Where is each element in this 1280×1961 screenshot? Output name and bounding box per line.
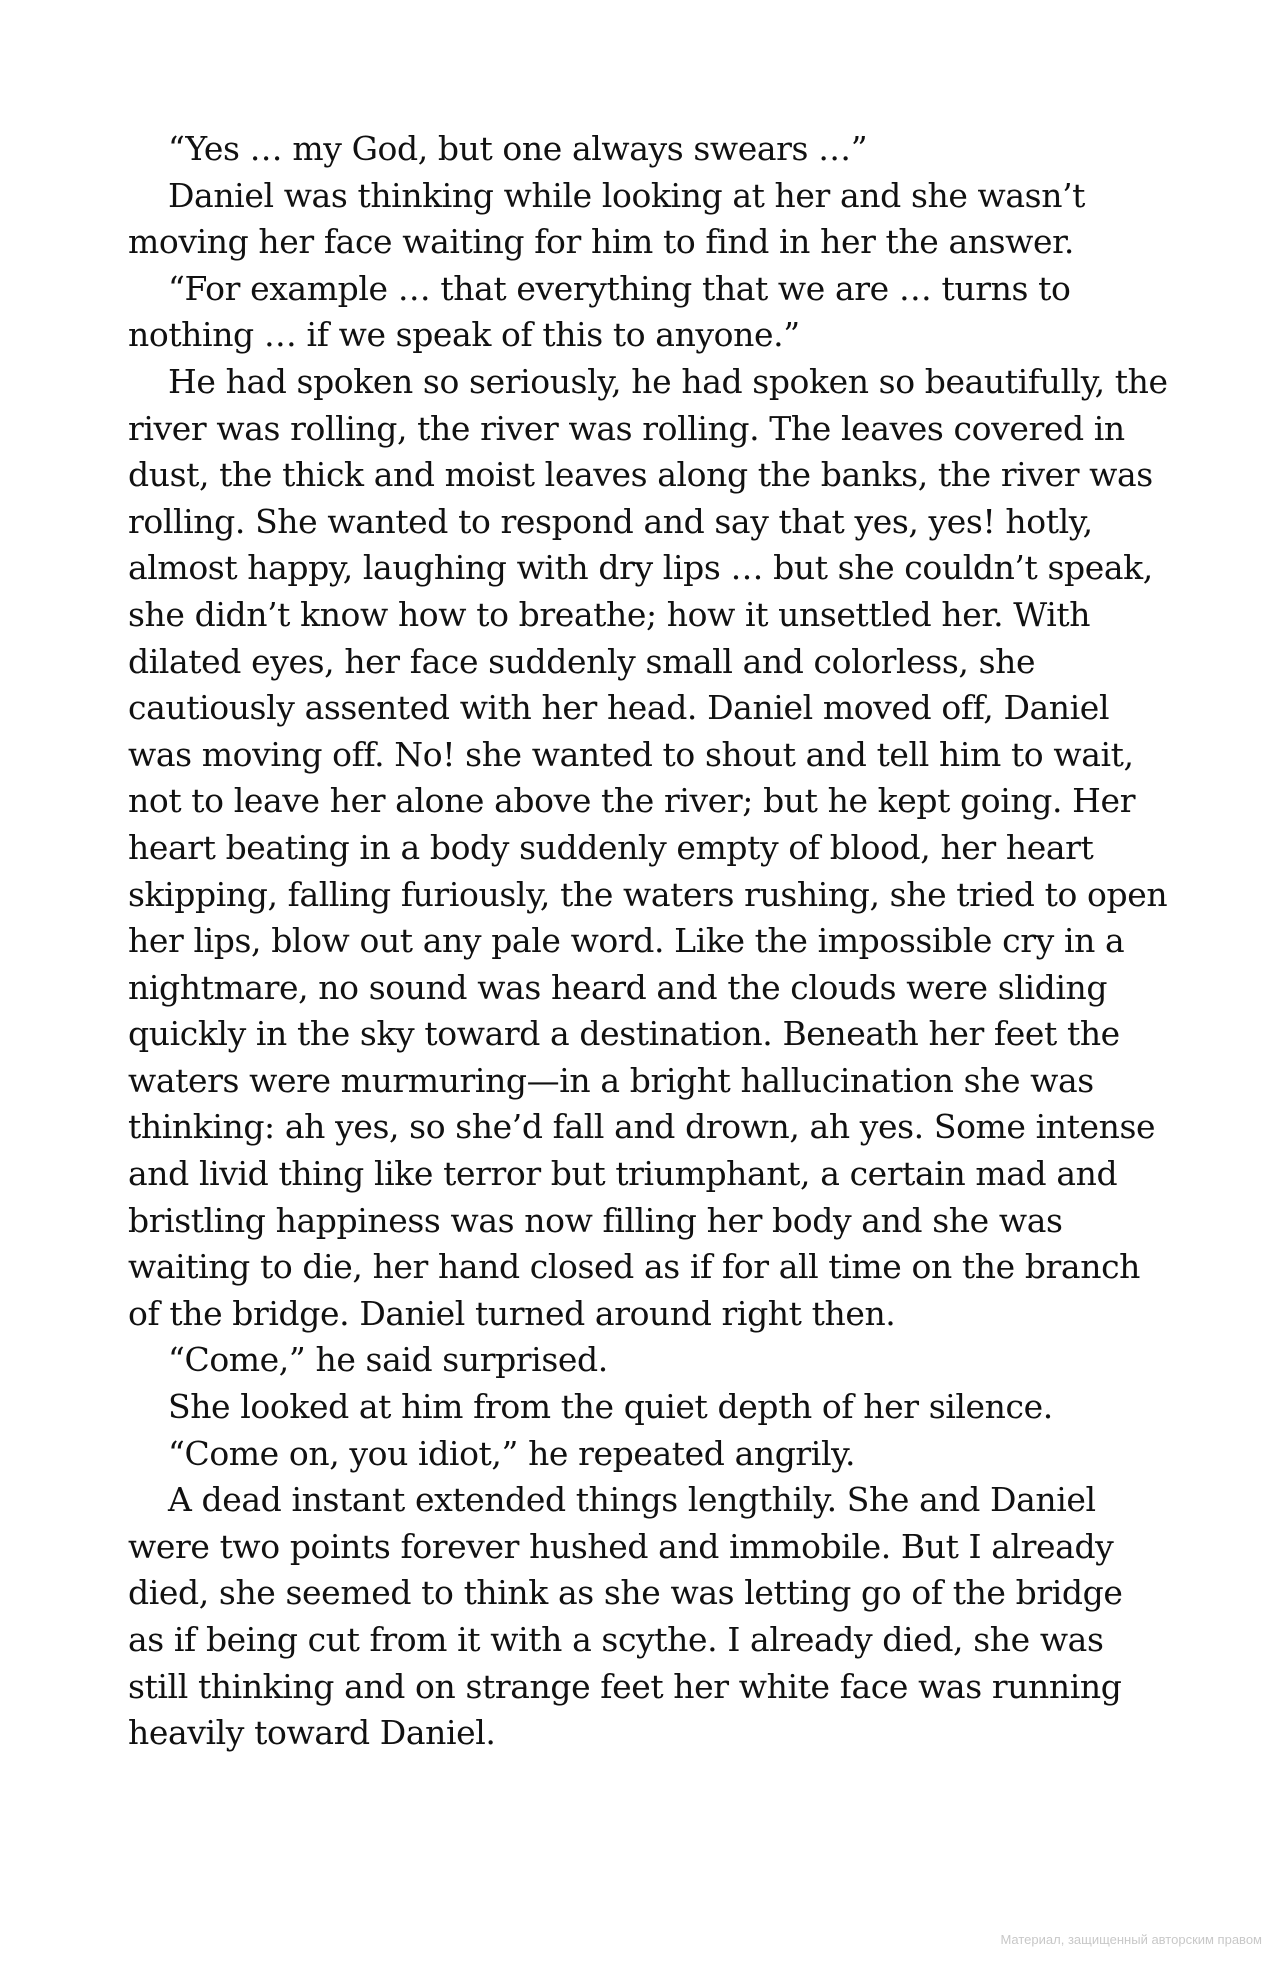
paragraph: Daniel was thinking while looking at her and she wasn’t moving her face waiting for him to find in her the answer. xyxy=(128,175,1086,262)
copyright-watermark: Материал, защищенный авторским правом xyxy=(1000,1932,1262,1947)
body-text xyxy=(128,126,1168,1757)
paragraph: “Come on, you idiot,” he repeated angrily. xyxy=(168,1433,856,1473)
paragraph: “For example … that everything that we are … turns to nothing … if we speak of this to anyone.” xyxy=(128,268,1071,355)
paragraph: She looked at him from the quiet depth of her silence. xyxy=(168,1387,1053,1427)
paragraph: “Come,” he said surprised. xyxy=(168,1340,608,1380)
paragraph: “Yes … my God, but one always swears …” xyxy=(168,129,868,168)
paragraph: A dead instant extended things lengthily. She and Daniel were two points forever hushed and immobile. But I already died, she seemed to think as she was letting go of the bridge as if being cut from it with a scythe. I already died, she was still thinking and on strange feet her white face was running heavily toward Daniel. xyxy=(128,1480,1123,1753)
paragraph: He had spoken so seriously, he had spoken so beautifully, the river was rolling, the river was rolling. The leaves covered in dust, the thick and moist leaves along the banks, the river was rolling. She wanted to respond and say that yes, yes! hotly, almost happy, laughing with dry lips … but she couldn’t speak, she didn’t know how to breathe; how it unsettled her. With dilated eyes, her face suddenly small and colorless, she cautiously assented with her head. Daniel moved off, Daniel was moving off. No! she wanted to shout and tell him to wait, not to leave her alone above the river; but he kept going. Her heart beating in a body suddenly empty of blood, her heart skipping, falling furiously, the waters rushing, she tried to open her lips, blow out any pale word. Like the impossible cry in a nightmare, no sound was heard and the clouds were sliding quickly in the sky toward a destination. Beneath her feet the waters were murmuring—in a bright hallucination she was thinking: ah yes, so she’d fall and drown, ah yes. Some intense and livid thing like terror but triumphant, a certain mad and bristling happiness was now filling her body and she was waiting to die, her hand closed as if for all time on the branch of the bridge. Daniel turned around right then. xyxy=(128,361,1168,1333)
